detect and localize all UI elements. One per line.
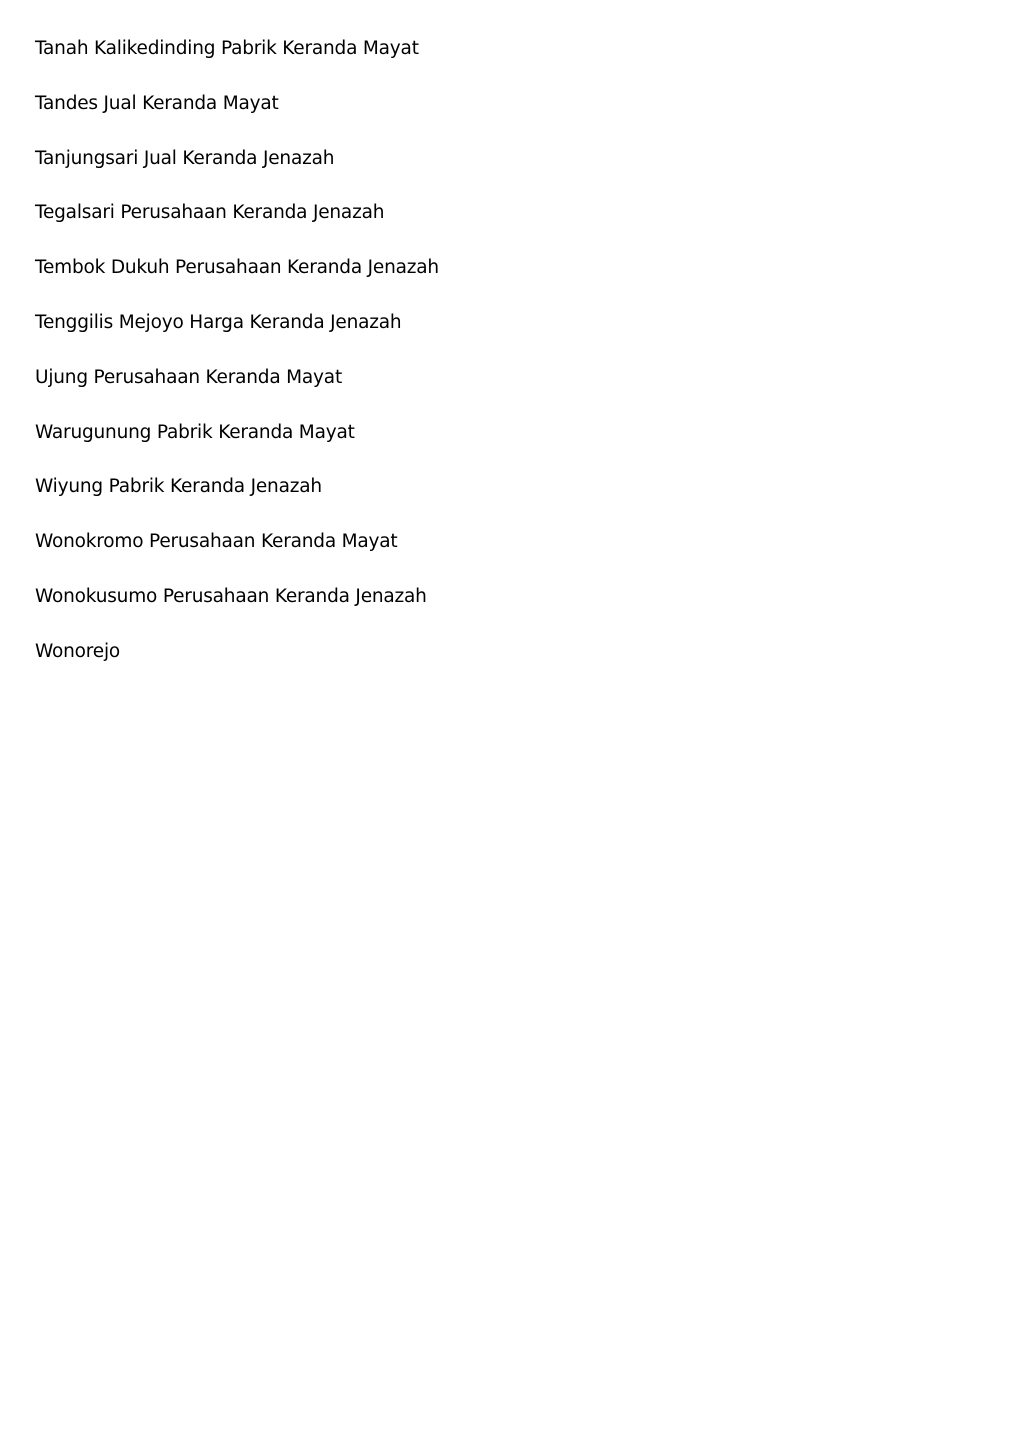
entry-link[interactable]: Warugunung Pabrik Keranda Mayat xyxy=(35,421,355,443)
entry-link[interactable]: Wonokusumo Perusahaan Keranda Jenazah xyxy=(35,585,427,607)
list-item xyxy=(35,310,439,365)
list-item xyxy=(35,36,439,91)
list-item xyxy=(35,584,439,639)
entry-link[interactable]: Wiyung Pabrik Keranda Jenazah xyxy=(35,476,322,498)
entry-link[interactable]: Tembok Dukuh Perusahaan Keranda Jenazah xyxy=(35,257,439,279)
list-item xyxy=(35,420,439,475)
entry-link[interactable]: Tanjungsari Jual Keranda Jenazah xyxy=(35,147,335,169)
list-item xyxy=(35,529,439,584)
list-item xyxy=(35,255,439,310)
list-item xyxy=(35,146,439,201)
list-item xyxy=(35,474,439,529)
list-item xyxy=(35,91,439,146)
list-item xyxy=(35,365,439,420)
entry-link[interactable]: Tanah Kalikedinding Pabrik Keranda Mayat xyxy=(35,38,419,59)
entry-link[interactable]: Tegalsari Perusahaan Keranda Jenazah xyxy=(35,202,385,224)
entry-list xyxy=(35,36,439,694)
entry-link[interactable]: Ujung Perusahaan Keranda Mayat xyxy=(35,366,343,388)
entry-link[interactable]: Wonorejo xyxy=(35,640,121,662)
entry-link[interactable]: Wonokromo Perusahaan Keranda Mayat xyxy=(35,531,398,553)
list-item xyxy=(35,200,439,255)
entry-link[interactable]: Tandes Jual Keranda Mayat xyxy=(35,92,279,114)
list-item xyxy=(35,639,439,694)
entry-link[interactable]: Tenggilis Mejoyo Harga Keranda Jenazah xyxy=(35,311,402,333)
